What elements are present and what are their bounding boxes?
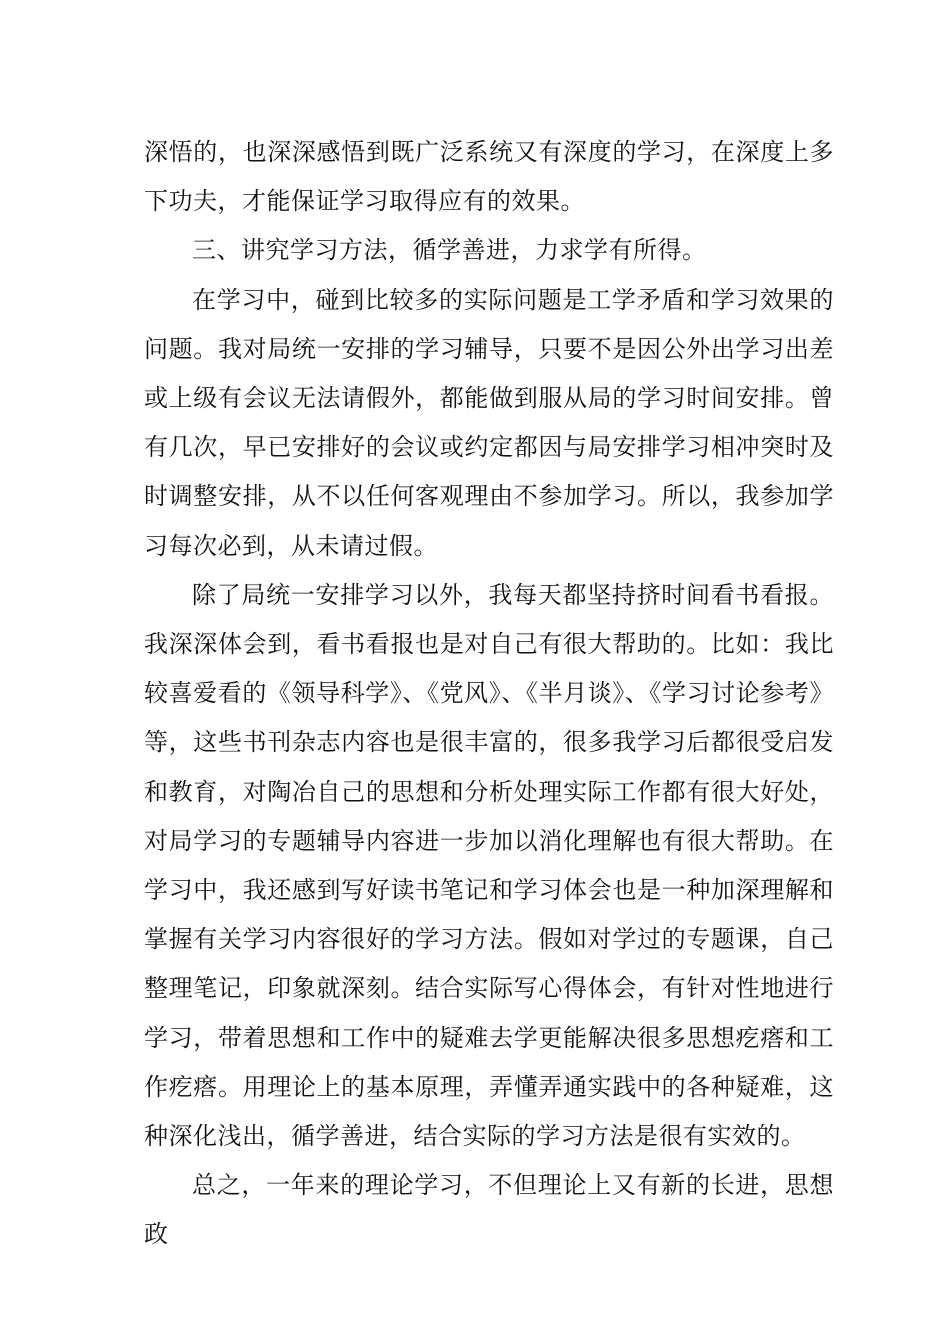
paragraph-section-heading: 三、讲究学习方法，循学善进，力求学有所得。 — [192, 236, 707, 265]
document-body — [144, 128, 834, 1260]
paragraph-work-study-conflict: 在学习中，碰到比较多的实际问题是工学矛盾和学习效果的问题。我对局统一安排的学习辅导，只要不是因公外出学习出差或上级有会议无法请假外，都能做到服从局的学习时间安排。曾有几次，早已安排好的会议或约定都因与局安排学习相冲突时及时调整安排，从不以任何客观理由不参加学习。所以，我参加学习每次必到，从未请过假。 — [144, 285, 834, 560]
paragraph-continuation: 深悟的，也深深感悟到既广泛系统又有深度的学习，在深度上多下功夫，才能保证学习取得应有的效果。 — [144, 138, 834, 216]
paragraph-self-study: 除了局统一安排学习以外，我每天都坚持挤时间看书看报。我深深体会到，看书看报也是对自己有很大帮助的。比如：我比较喜爱看的《领导科学》、《党风》、《半月谈》、《学习讨论参考》等，这些书刊杂志内容也是很丰富的，很多我学习后都很受启发和教育，对陶冶自己的思想和分析处理实际工作都有很大好处，对局学习的专题辅导内容进一步加以消化理解也有很大帮助。在学习中，我还感到写好读书笔记和学习体会也是一种加深理解和掌握有关学习内容很好的学习方法。假如对学过的专题课，自己整理笔记，印象就深刻。结合实际写心得体会，有针对性地进行学习，带着思想和工作中的疑难去学更能解决很多思想疙瘩和工作疙瘩。用理论上的基本原理，弄懂弄通实践中的各种疑难，这种深化浅出，循学善进，结合实际的学习方法是很有实效的。 — [144, 580, 834, 1151]
paragraph-summary: 总之，一年来的理论学习，不但理论上又有新的长进，思想政 — [144, 1171, 834, 1249]
